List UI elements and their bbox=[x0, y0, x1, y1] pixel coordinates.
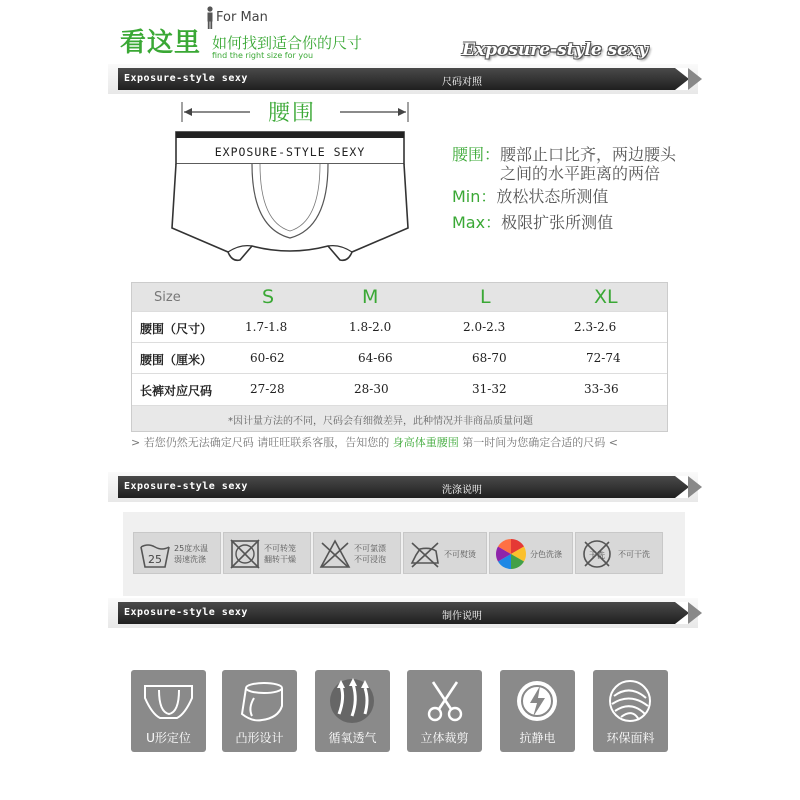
page-title: 看这里 bbox=[120, 28, 202, 58]
table-cell: 2.0-2.3 bbox=[463, 320, 506, 334]
table-cell: 2.3-2.6 bbox=[574, 320, 617, 334]
craft-tile bbox=[131, 670, 206, 752]
u-shape-icon bbox=[139, 676, 198, 726]
wash-text-line2: 翻转干燥 bbox=[264, 555, 296, 564]
section-bar-title: 尺码对照 bbox=[442, 77, 482, 88]
note-max-text: 极限扩张所测值 bbox=[501, 213, 614, 232]
wash-item bbox=[223, 532, 311, 574]
wash-item bbox=[575, 532, 663, 574]
eco-fabric-icon bbox=[601, 676, 660, 726]
briefs-diagram bbox=[170, 128, 410, 268]
craft-label: 环保面料 bbox=[606, 731, 655, 745]
table-cell: 1.7-1.8 bbox=[245, 320, 288, 334]
wash-text-line1: 不可转笼 bbox=[264, 544, 296, 553]
note-min bbox=[452, 184, 608, 207]
section-bar-craft bbox=[118, 602, 688, 624]
note-max-key: Max： bbox=[452, 213, 502, 232]
brand-title: Exposure-style sexy bbox=[462, 40, 648, 60]
section-bar-size bbox=[118, 68, 688, 90]
table-row bbox=[132, 373, 667, 403]
contact-highlight: 身高体重腰围 bbox=[392, 436, 459, 449]
contact-after: 第一时间为您确定合适的尺码 < bbox=[458, 436, 618, 449]
bar-arrow bbox=[688, 602, 702, 624]
note-min-text: 放松状态所测值 bbox=[496, 187, 609, 206]
wash-text bbox=[174, 543, 208, 565]
bar-arrow bbox=[688, 68, 702, 90]
craft-tile bbox=[593, 670, 668, 752]
for-man-label: For Man bbox=[216, 10, 268, 25]
no-tumble-dry-icon bbox=[228, 537, 262, 571]
craft-label: 立体裁剪 bbox=[420, 731, 469, 745]
no-iron-icon bbox=[408, 537, 442, 571]
section-bar-title: 制作说明 bbox=[442, 611, 482, 622]
wash-temp: 25 bbox=[148, 553, 162, 566]
bar-arrow bbox=[688, 476, 702, 498]
table-cell: 1.8-2.0 bbox=[349, 320, 392, 334]
table-cell: 64-66 bbox=[358, 351, 393, 365]
table-footer bbox=[132, 405, 667, 431]
size-col-xl: XL bbox=[594, 286, 618, 308]
section-bar-wash bbox=[118, 476, 688, 498]
section-bar-brand: Exposure-style sexy bbox=[124, 73, 248, 84]
wash-text-line2: 弱速洗涤 bbox=[174, 555, 206, 564]
table-cell: 72-74 bbox=[586, 351, 621, 365]
craft-tile bbox=[222, 670, 297, 752]
wash-text: 不可干洗 bbox=[618, 550, 650, 559]
craft-label: 抗静电 bbox=[519, 731, 556, 745]
row-label: 长裤对应尺码 bbox=[140, 384, 213, 398]
table-footnote: *因计量方法的不同，尺码会有细微差异，此种情况并非商品质量问题 bbox=[228, 416, 533, 427]
table-row bbox=[132, 342, 667, 372]
wash-item bbox=[313, 532, 401, 574]
bar-tip bbox=[675, 476, 689, 498]
craft-tile bbox=[315, 670, 390, 752]
wash-text: 分色洗涤 bbox=[530, 550, 562, 559]
row-label: 腰围（厘米） bbox=[140, 353, 213, 367]
table-cell: 33-36 bbox=[584, 382, 619, 396]
subtitle-en: find the right size for you bbox=[212, 51, 314, 60]
wash-25-icon bbox=[138, 537, 172, 571]
table-cell: 27-28 bbox=[250, 382, 285, 396]
craft-label: U形定位 bbox=[146, 731, 191, 745]
dry-clean-symbol-text: 干洗 bbox=[589, 551, 605, 560]
craft-label: 凸形设计 bbox=[235, 731, 284, 745]
wash-item bbox=[133, 532, 221, 574]
color-wheel-icon bbox=[494, 537, 528, 571]
note-min-key: Min： bbox=[452, 187, 497, 206]
wash-item bbox=[489, 532, 573, 574]
size-col-s: S bbox=[262, 286, 275, 308]
size-col-l: L bbox=[480, 286, 491, 308]
bar-tip bbox=[675, 602, 689, 624]
note-waist-line2: 之间的水平距离的两倍 bbox=[500, 164, 661, 183]
bar-tip bbox=[675, 68, 689, 90]
row-label: 腰围（尺寸） bbox=[140, 322, 213, 336]
convex-design-icon bbox=[230, 676, 289, 726]
table-row bbox=[132, 311, 667, 341]
table-cell: 28-30 bbox=[354, 382, 389, 396]
scissors-icon bbox=[415, 676, 474, 726]
contact-before: > 若您仍然无法确定尺码 请旺旺联系客服，告知您的 bbox=[131, 436, 393, 449]
table-cell: 68-70 bbox=[472, 351, 507, 365]
size-table bbox=[131, 282, 668, 432]
note-waist-key: 腰围： bbox=[452, 145, 501, 164]
breathable-icon bbox=[323, 676, 382, 726]
table-header bbox=[132, 283, 667, 311]
no-bleach-icon bbox=[318, 537, 352, 571]
subtitle: 如何找到适合你的尺寸 bbox=[212, 34, 363, 52]
contact-note bbox=[131, 434, 618, 450]
table-cell: 60-62 bbox=[250, 351, 285, 365]
waistband-text: EXPOSURE-STYLE SEXY bbox=[214, 145, 366, 159]
wash-text: 不可熨烫 bbox=[444, 550, 476, 559]
no-dry-clean-icon bbox=[580, 537, 614, 571]
wash-text-line1: 25度水温 bbox=[174, 544, 209, 553]
section-bar-brand: Exposure-style sexy bbox=[124, 481, 248, 492]
waist-label: 腰围 bbox=[268, 101, 317, 126]
wash-text-line1: 不可氯漂 bbox=[354, 544, 386, 553]
note-max bbox=[452, 210, 613, 233]
craft-tile bbox=[500, 670, 575, 752]
man-icon bbox=[205, 6, 215, 30]
section-bar-title: 洗涤说明 bbox=[442, 485, 482, 496]
note-waist-line1: 腰部止口比齐，两边腰头 bbox=[500, 145, 677, 164]
wash-text-line2: 不可浸泡 bbox=[354, 555, 386, 564]
wash-text bbox=[264, 543, 296, 565]
size-header: Size bbox=[154, 290, 181, 305]
craft-tile bbox=[407, 670, 482, 752]
craft-label: 循氧透气 bbox=[328, 731, 377, 745]
antistatic-icon bbox=[508, 676, 567, 726]
wash-item bbox=[403, 532, 487, 574]
wash-text bbox=[354, 543, 386, 565]
table-cell: 31-32 bbox=[472, 382, 507, 396]
wash-panel bbox=[123, 512, 685, 596]
size-col-m: M bbox=[362, 286, 379, 308]
section-bar-brand: Exposure-style sexy bbox=[124, 607, 248, 618]
